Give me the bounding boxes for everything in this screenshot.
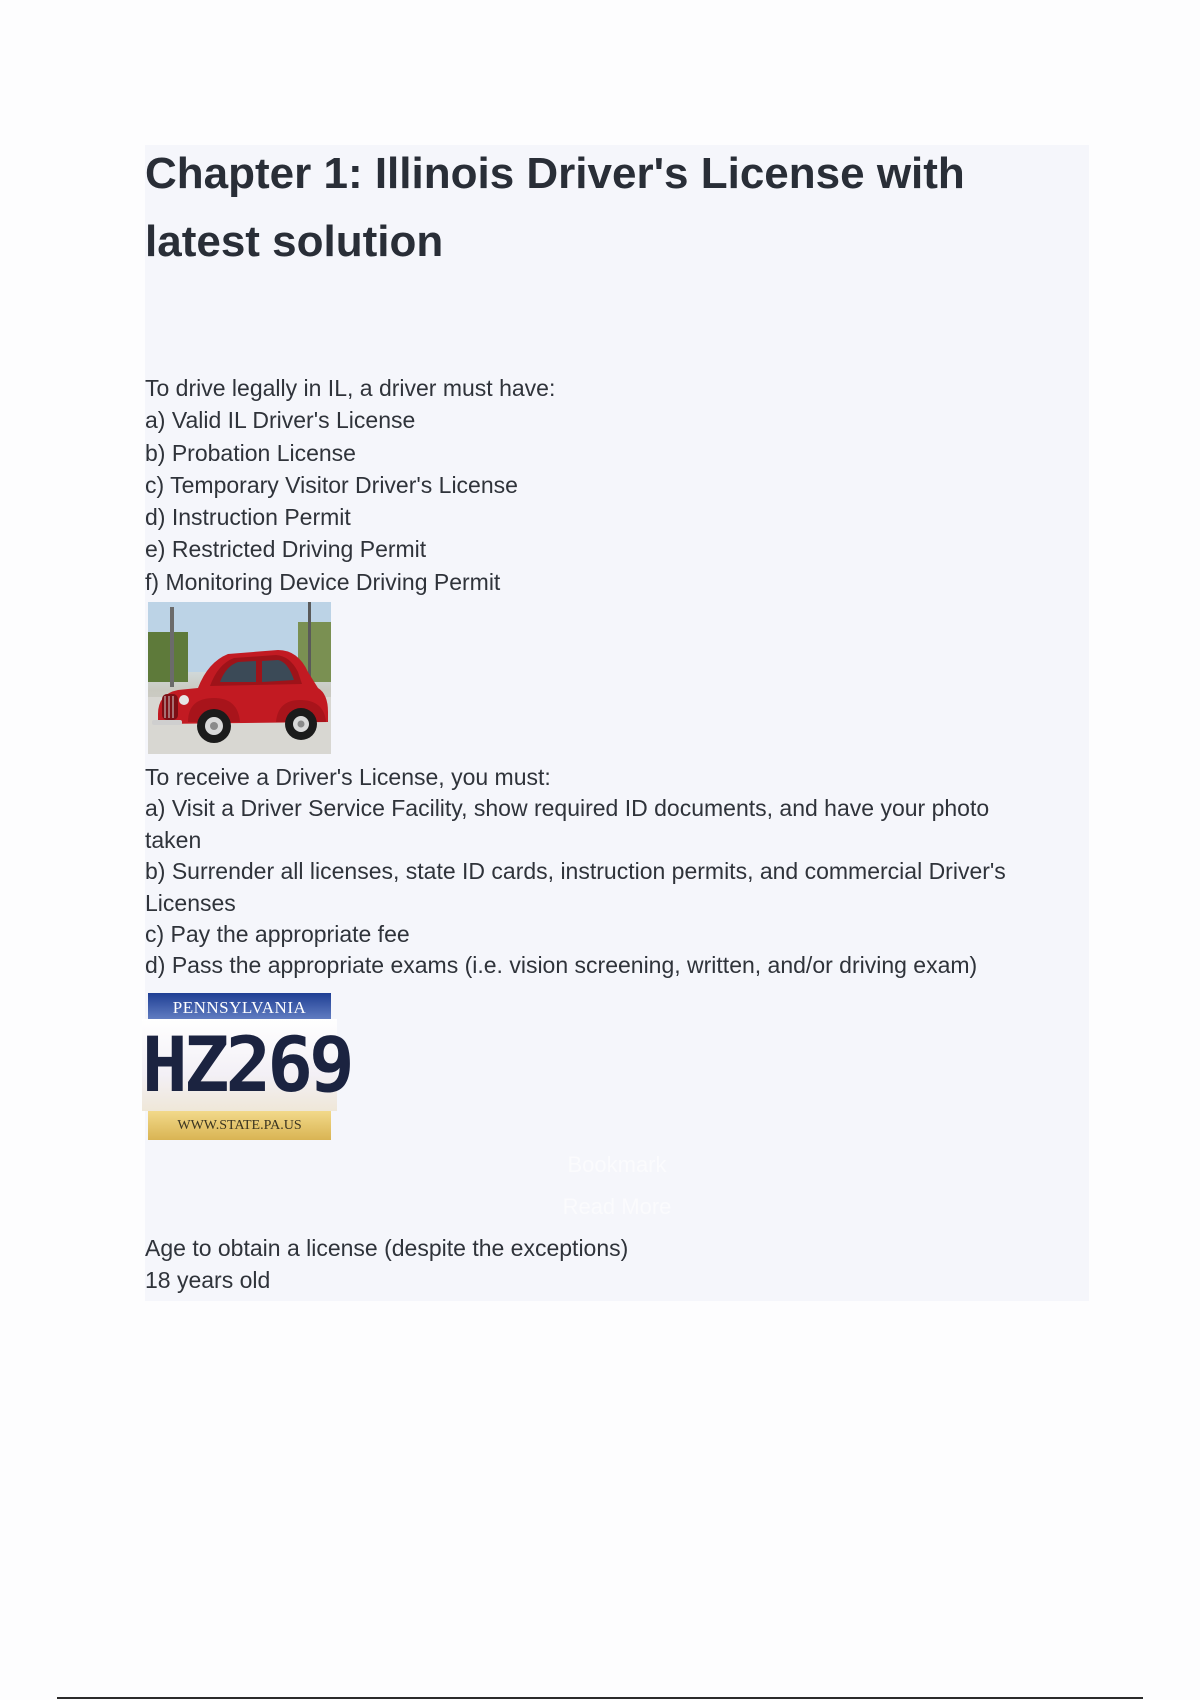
list-item: d) Pass the appropriate exams (i.e. vision screening, written, and/or driving exam) xyxy=(145,952,978,979)
answer-text: 18 years old xyxy=(145,1267,271,1294)
list-item: d) Instruction Permit xyxy=(145,504,351,531)
license-age-section xyxy=(145,1232,1075,1297)
bookmark-link[interactable]: Bookmark xyxy=(567,1152,667,1177)
list-item: e) Restricted Driving Permit xyxy=(145,536,427,563)
plate-state: PENNSYLVANIA xyxy=(148,993,331,1023)
plate-website: WWW.STATE.PA.US xyxy=(148,1111,331,1140)
footer-divider xyxy=(57,1697,1143,1699)
read-more-link[interactable]: Read More xyxy=(562,1194,672,1219)
list-item: b) Surrender all licenses, state ID cards, instruction permits, and commercial Driver's xyxy=(145,858,1006,885)
list-item: a) Visit a Driver Service Facility, show required ID documents, and have your photo xyxy=(145,795,990,822)
list-item-continuation: Licenses xyxy=(145,889,236,916)
section-heading: To receive a Driver's License, you must: xyxy=(145,764,551,790)
list-item: c) Temporary Visitor Driver's License xyxy=(145,471,518,498)
license-types-section xyxy=(145,372,1075,598)
page-title: Chapter 1: Illinois Driver's License with latest solution xyxy=(145,149,965,266)
list-item-continuation: taken xyxy=(145,826,202,853)
license-requirements-section xyxy=(145,762,1075,982)
section-heading: Age to obtain a license (despite the exceptions) xyxy=(145,1235,629,1261)
list-item: c) Pay the appropriate fee xyxy=(145,921,410,948)
list-item: f) Monitoring Device Driving Permit xyxy=(145,568,501,595)
section-heading: To drive legally in IL, a driver must have: xyxy=(145,375,556,401)
license-plate-photo xyxy=(142,993,351,1140)
plate-number: HZ269 xyxy=(142,1020,351,1109)
red-vintage-car-photo xyxy=(148,602,331,754)
list-item: b) Probation License xyxy=(145,439,356,466)
list-item: a) Valid IL Driver's License xyxy=(145,407,416,434)
